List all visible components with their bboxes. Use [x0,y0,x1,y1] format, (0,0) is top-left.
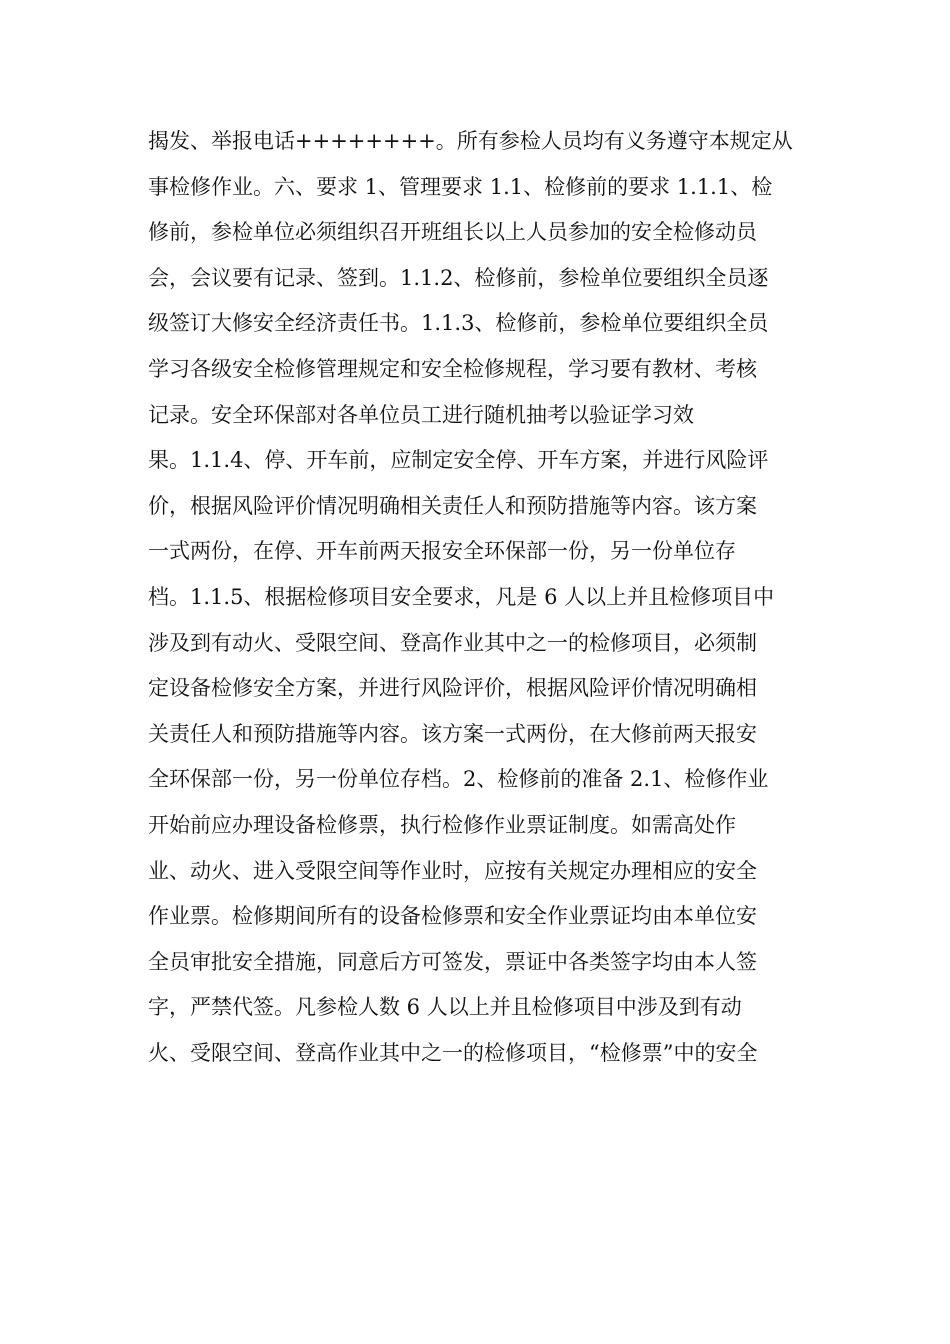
text-line: 果。1.1.4、停、开车前，应制定安全停、开车方案，并进行风险评 [148,448,769,473]
text-line: 价，根据风险评价情况明确相关责任人和预防措施等内容。该方案 [148,493,757,518]
text-line: 作业票。检修期间所有的设备检修票和安全作业票证均由本单位安 [148,904,757,929]
text-line: 全员审批安全措施，同意后方可签发，票证中各类签字均由本人签 [148,949,757,974]
text-line: 一式两份，在停、开车前两天报安全环保部一份，另一份单位存 [148,539,736,564]
text-line: 业、动火、进入受限空间等作业时，应按有关规定办理相应的安全 [148,858,757,883]
text-line: 关责任人和预防措施等内容。该方案一式两份，在大修前两天报安 [148,721,757,746]
text-line: 记录。安全环保部对各单位员工进行随机抽考以验证学习效 [148,402,694,427]
text-line: 定设备检修安全方案，并进行风险评价，根据风险评价情况明确相 [148,676,757,701]
text-line: 涉及到有动火、受限空间、登高作业其中之一的检修项目，必须制 [148,630,757,655]
text-line: 修前，参检单位必须组织召开班组长以上人员参加的安全检修动员 [148,220,757,245]
text-line: 揭发、举报电话++++++++。所有参检人员均有义务遵守本规定从 [148,129,793,153]
text-line: 会，会议要有记录、签到。1.1.2、检修前，参检单位要组织全员逐 [148,265,769,290]
text-line: 开始前应办理设备检修票，执行检修作业票证制度。如需高处作 [148,812,736,837]
text-line: 火、受限空间、登高作业其中之一的检修项目，“检修票”中的安全 [148,1040,758,1065]
text-line: 全环保部一份，另一份单位存档。2、检修前的准备 2.1、检修作业 [148,767,769,792]
body-text [148,119,808,1076]
text-line: 级签订大修安全经济责任书。1.1.3、检修前，参检单位要组织全员 [148,311,769,336]
text-line: 字，严禁代签。凡参检人数 6 人以上并且检修项目中涉及到有动 [148,995,742,1020]
text-line: 学习各级安全检修管理规定和安全检修规程，学习要有教材、考核 [148,356,757,381]
text-line: 事检修作业。六、要求 1、管理要求 1.1、检修前的要求 1.1.1、检 [148,174,773,199]
text-line: 档。1.1.5、根据检修项目安全要求，凡是 6 人以上并且检修项目中 [148,584,775,609]
